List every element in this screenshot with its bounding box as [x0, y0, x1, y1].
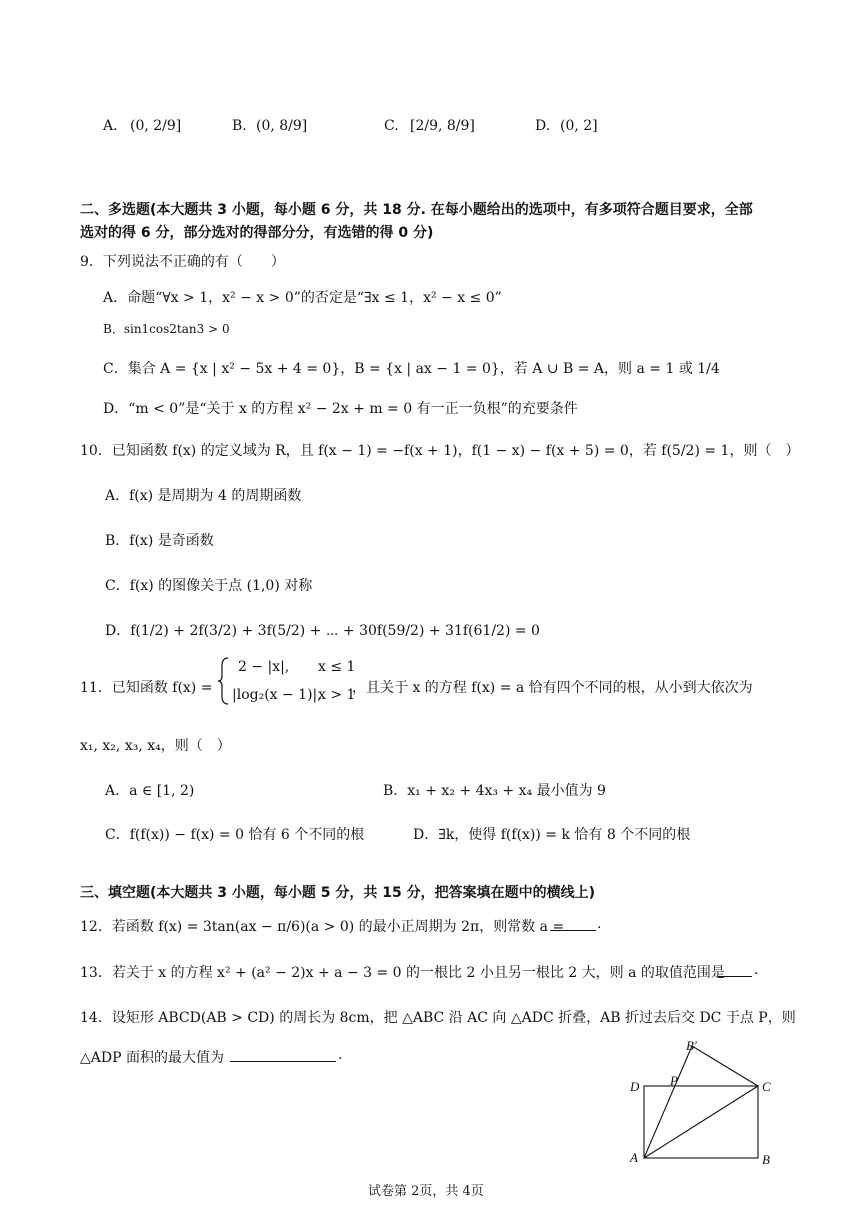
q11-case1-expr: 2 − |x|, — [238, 659, 290, 675]
label-d: D — [630, 1079, 640, 1094]
section2-heading-line1: 二、多选题(本大题共 3 小题，每小题 6 分，共 18 分. 在每小题给出的选项中，有多项符合题目要求，全部 — [80, 202, 753, 218]
q11-stem-prefix: 11．已知函数 f(x) = — [80, 680, 213, 696]
prev-option-a: A. — [103, 118, 118, 134]
q9-stem: 9．下列说法不正确的有（ ） — [80, 254, 285, 270]
q11-option-d: D．∃k，使得 f(f(x)) = k 恰有 8 个不同的根 — [413, 827, 691, 843]
page-footer: 试卷第 2页，共 4页 — [368, 1184, 484, 1199]
q11-case2-cond: x > 1 — [318, 687, 356, 703]
q10-option-d: D．f(1/2) + 2f(3/2) + 3f(5/2) + ⋯ + 30f(59/2) + 31f(61/2) = 0 — [105, 623, 540, 639]
prev-option-c: C. — [384, 118, 399, 134]
q11-stem-line2: x₁, x₂, x₃, x₄，则（ ） — [80, 738, 231, 754]
q14-answer-blank[interactable] — [230, 1047, 336, 1066]
q11-piecewise-brace — [218, 656, 230, 706]
q12-answer-blank[interactable] — [550, 916, 596, 935]
q9-option-d: D．“m < 0”是“关于 x 的方程 x² − 2x + m = 0 有一正一负根”的充要条件 — [103, 401, 578, 417]
label-b: B — [762, 1152, 770, 1167]
label-a: A — [630, 1150, 638, 1165]
q14-line2: △ADP 面积的最大值为 — [80, 1050, 224, 1066]
q11-option-c: C．f(f(x)) − f(x) = 0 恰有 6 个不同的根 — [105, 827, 365, 843]
prev-option-b-text: (0, 8/9] — [256, 118, 308, 134]
label-p: P — [670, 1073, 678, 1088]
q13-end: . — [754, 962, 759, 978]
q10-stem: 10．已知函数 f(x) 的定义域为 R，且 f(x − 1) = −f(x + 1)，f(1 − x) − f(x + 5) = 0，若 f(5/2) = 1，则（ ） — [80, 443, 800, 459]
q14-figure — [620, 1035, 780, 1170]
q10-option-b: B．f(x) 是奇函数 — [105, 533, 214, 549]
prev-option-a-text: (0, 2/9] — [130, 118, 182, 134]
q10-option-c: C．f(x) 的图像关于点 (1,0) 对称 — [105, 578, 313, 594]
diagonal-ac — [644, 1086, 758, 1158]
q12-end: . — [597, 916, 602, 932]
section2-heading-line2: 选对的得 6 分，部分选对的得部分分，有选错的得 0 分) — [80, 225, 434, 241]
segment-ab-prime — [644, 1046, 692, 1158]
prev-option-c-text: [2/9, 8/9] — [410, 118, 475, 134]
prev-option-d-text: (0, 2] — [560, 118, 598, 134]
section3-heading: 三、填空题(本大题共 3 小题，每小题 5 分，共 15 分，把答案填在题中的横线上) — [80, 885, 596, 901]
label-c: C — [762, 1079, 771, 1094]
segment-b-prime-c — [692, 1046, 758, 1086]
q11-case1-cond: x ≤ 1 — [318, 659, 356, 675]
q14-end: . — [338, 1047, 343, 1063]
q14-line1: 14．设矩形 ABCD(AB > CD) 的周长为 8cm，把 △ABC 沿 AC 向 △ADC 折叠，AB 折过去后交 DC 于点 P，则 — [80, 1010, 796, 1026]
q9-option-c: C．集合 A = {x | x² − 5x + 4 = 0}，B = {x | ax − 1 = 0}，若 A ∪ B = A，则 a = 1 或 1/4 — [103, 361, 720, 377]
q12-stem: 12．若函数 f(x) = 3tan(ax − π/6)(a > 0) 的最小正周期为 2π，则常数 a = — [80, 919, 565, 935]
q11-option-a: A．a ∈ [1, 2) — [105, 783, 195, 799]
q9-option-b: B．sin1cos2tan3 > 0 — [103, 322, 230, 336]
label-b-prime: B′ — [686, 1038, 697, 1053]
q13-answer-blank[interactable] — [718, 962, 752, 981]
prev-option-d: D. — [535, 118, 551, 134]
q11-option-b: B．x₁ + x₂ + 4x₃ + x₄ 最小值为 9 — [383, 783, 606, 799]
q11-case2-expr: |log₂(x − 1)|, — [232, 687, 322, 703]
prev-option-b: B. — [232, 118, 247, 134]
q9-option-a: A．命题“∀x > 1，x² − x > 0”的否定是“∃x ≤ 1，x² − x ≤ 0” — [103, 290, 502, 306]
q13-stem: 13．若关于 x 的方程 x² + (a² − 2)x + a − 3 = 0 的一根比 2 小且另一根比 2 大，则 a 的取值范围是 — [80, 965, 725, 981]
q10-option-a: A．f(x) 是周期为 4 的周期函数 — [105, 488, 302, 504]
q11-stem-suffix: ，且关于 x 的方程 f(x) = a 恰有四个不同的根，从小到大依次为 — [352, 680, 753, 696]
